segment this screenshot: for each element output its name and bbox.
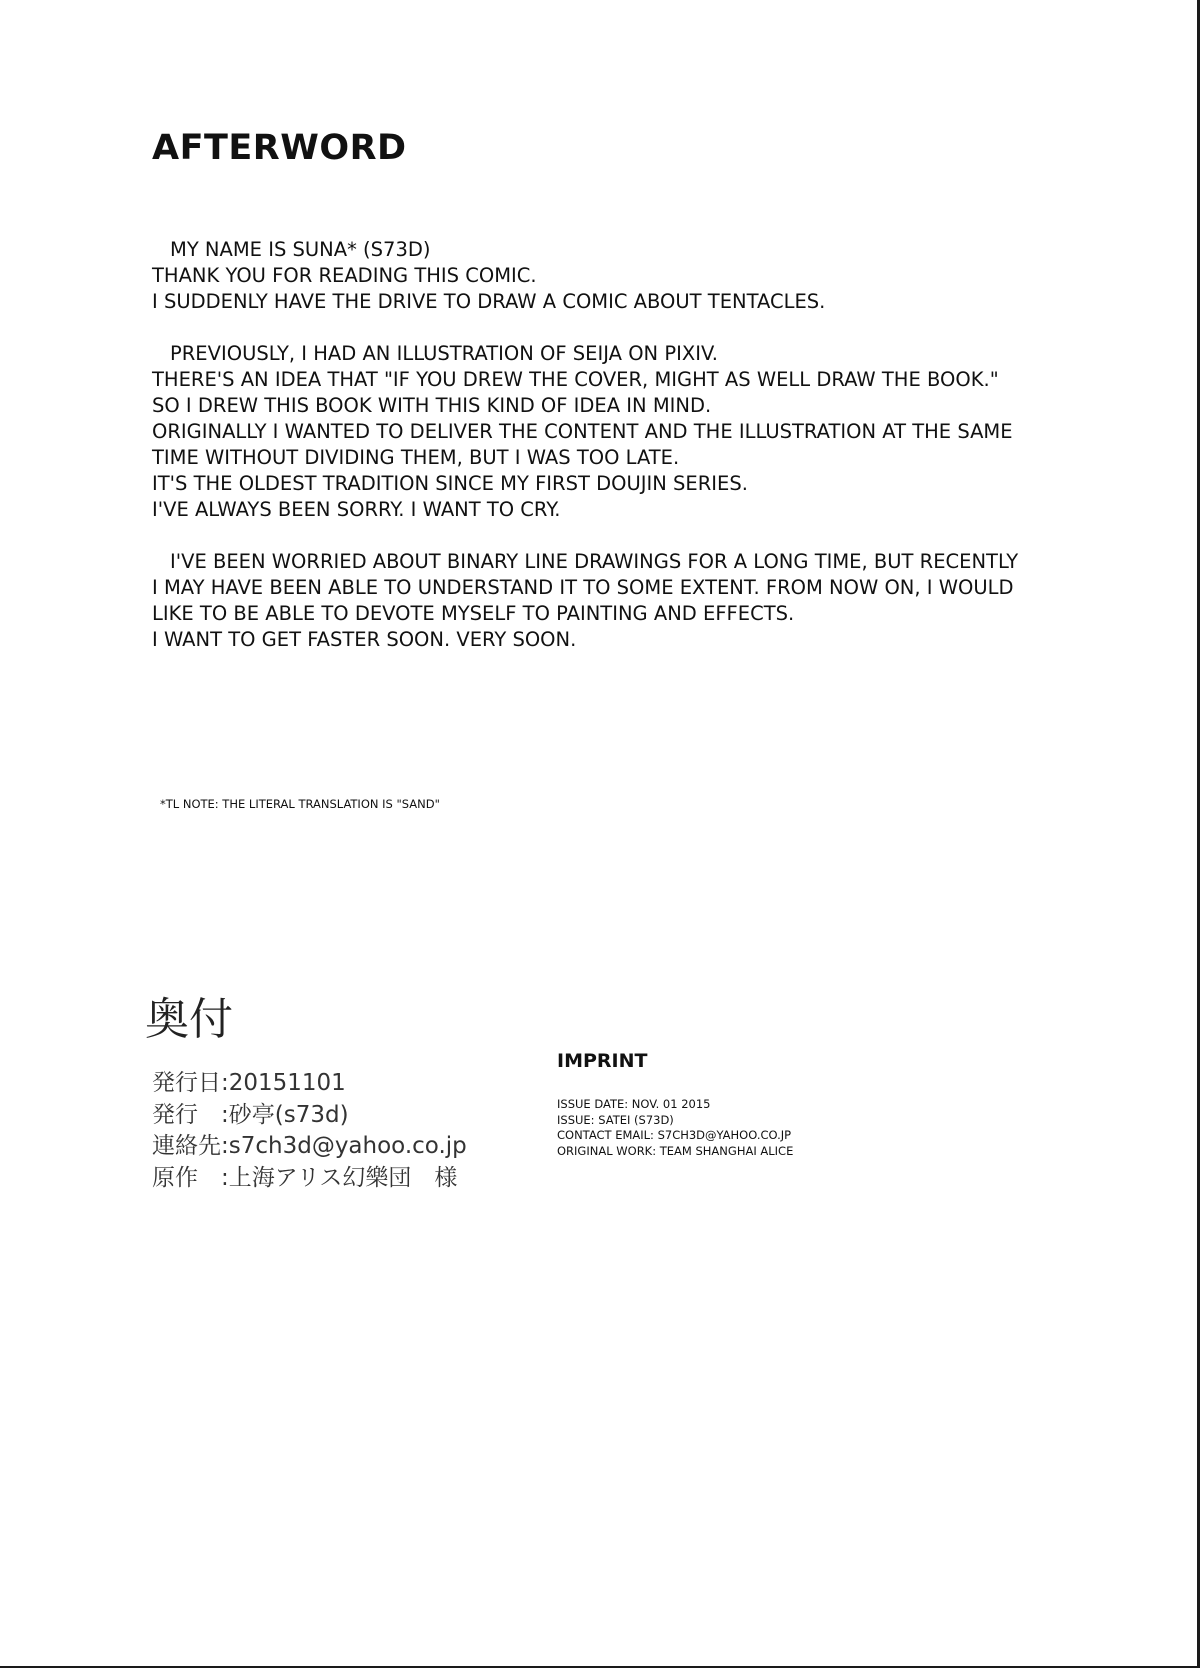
imprint-list	[557, 1097, 793, 1159]
afterword-title: AFTERWORD	[152, 128, 407, 168]
imprint-issue-date: ISSUE DATE: NOV. 01 2015	[557, 1097, 711, 1111]
colophon-contact: 連絡先:s7ch3d@yahoo.co.jp	[152, 1133, 467, 1159]
afterword-body	[152, 237, 1152, 679]
imprint-issue: ISSUE: SATEI (S73D)	[557, 1112, 674, 1127]
afterword-line: I'VE BEEN WORRIED ABOUT BINARY LINE DRAWINGS FOR A LONG TIME, BUT RECENTLY	[170, 550, 1019, 573]
afterword-line: MY NAME IS SUNA* (S73D)	[170, 238, 431, 261]
afterword-line: LIKE TO BE ABLE TO DEVOTE MYSELF TO PAINTING AND EFFECTS.	[152, 602, 795, 625]
afterword-line: SO I DREW THIS BOOK WITH THIS KIND OF IDEA IN MIND.	[152, 394, 712, 417]
afterword-line: THERE'S AN IDEA THAT "IF YOU DREW THE COVER, MIGHT AS WELL DRAW THE BOOK."	[152, 368, 999, 391]
afterword-paragraph-3	[152, 549, 1152, 653]
colophon-title: 奥付	[145, 994, 233, 1045]
afterword-line: IT'S THE OLDEST TRADITION SINCE MY FIRST DOUJIN SERIES.	[152, 472, 748, 495]
afterword-line: THANK YOU FOR READING THIS COMIC.	[152, 264, 537, 287]
colophon-original-work: 原作 :上海アリス幻樂団 様	[152, 1164, 458, 1191]
afterword-paragraph-1	[152, 237, 1152, 315]
afterword-line: I WANT TO GET FASTER SOON. VERY SOON.	[152, 628, 577, 651]
afterword-line: I MAY HAVE BEEN ABLE TO UNDERSTAND IT TO SOME EXTENT. FROM NOW ON, I WOULD	[152, 576, 1014, 599]
tl-note: *TL NOTE: THE LITERAL TRANSLATION IS "SAND"	[160, 797, 440, 811]
afterword-line: ORIGINALLY I WANTED TO DELIVER THE CONTENT AND THE ILLUSTRATION AT THE SAME	[152, 420, 1013, 443]
colophon-list	[152, 1068, 467, 1194]
imprint-contact-email: CONTACT EMAIL: S7CH3D@YAHOO.CO.JP	[557, 1128, 792, 1142]
imprint-original-work: ORIGINAL WORK: TEAM SHANGHAI ALICE	[557, 1143, 794, 1158]
afterword-line: PREVIOUSLY, I HAD AN ILLUSTRATION OF SEIJA ON PIXIV.	[170, 342, 718, 365]
afterword-line: I SUDDENLY HAVE THE DRIVE TO DRAW A COMIC ABOUT TENTACLES.	[152, 290, 826, 313]
afterword-paragraph-2	[152, 341, 1152, 523]
imprint-title: IMPRINT	[557, 1050, 648, 1072]
afterword-line: TIME WITHOUT DIVIDING THEM, BUT I WAS TOO LATE.	[152, 446, 680, 469]
colophon-issue-date: 発行日:20151101	[152, 1070, 346, 1096]
afterword-line: I'VE ALWAYS BEEN SORRY. I WANT TO CRY.	[152, 498, 561, 521]
colophon-publisher: 発行 :砂亭(s73d)	[152, 1101, 349, 1128]
